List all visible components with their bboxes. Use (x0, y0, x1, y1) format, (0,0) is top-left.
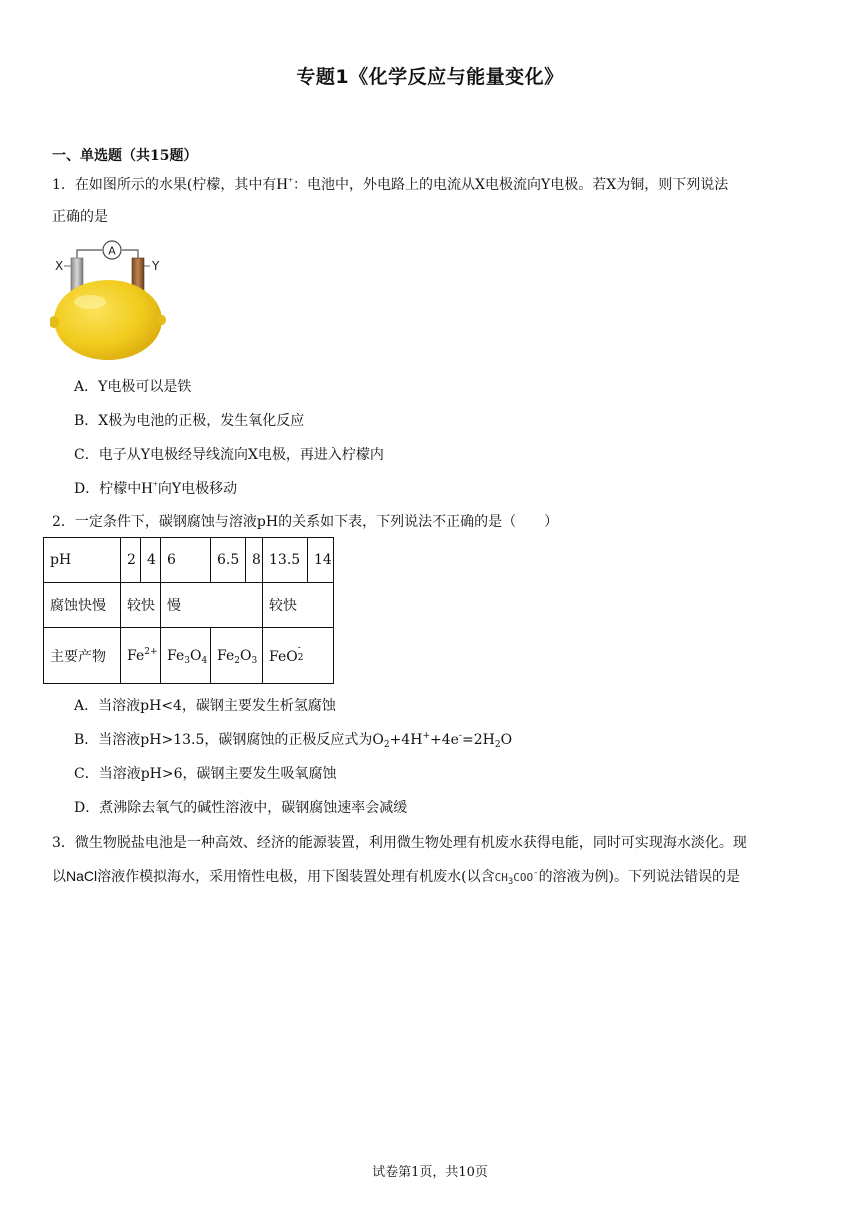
section-heading: 一、单选题（共15题） (52, 148, 198, 164)
table-cell: 4 (141, 538, 161, 583)
table-cell: 8 (246, 538, 263, 583)
question-number: 3． (52, 835, 75, 851)
hydrogen-ion: H+ (276, 175, 294, 193)
ph-corrosion-table (43, 537, 334, 684)
table-cell: 较快 (121, 583, 161, 628)
svg-text:Y: Y (152, 259, 160, 273)
hydrogen-ion: H+ (141, 479, 158, 497)
svg-text:A: A (108, 244, 116, 258)
table-cell: $Fe_2O_3$ (211, 628, 263, 684)
question-text: 微生物脱盐电池是一种高效、经济的能源装置，利用微生物处理有机废水获得电能，同时可实现海水淡化。现 (74, 835, 747, 851)
table-cell: 6 (161, 538, 211, 583)
option-1d: D．柠檬中H+向Y电极移动 (74, 479, 238, 497)
table-cell: FeO - 2 (263, 628, 334, 684)
table-cell: $Fe_3O_4$ (161, 628, 211, 684)
table-header-cell: pH (44, 538, 121, 583)
option-2b: B．当溶液pH>13.5，碳钢腐蚀的正极反应式为$O_2+4H^++4e^-=2H_2O$ (74, 731, 513, 750)
question-2-stem (52, 511, 558, 531)
option-1a: A．Y电极可以是铁 (74, 379, 192, 395)
table-cell: $Fe^{2+}$ (121, 628, 161, 684)
question-3-stem (52, 832, 747, 852)
question-number: 2． (52, 514, 75, 530)
table-row (44, 538, 334, 583)
question-text: ：电池中，外电路上的电流从X电极流向Y电极。若X为铜，则下列说法 (293, 177, 729, 193)
option-2a: A．当溶液pH<4，碳钢主要发生析氢腐蚀 (74, 698, 336, 714)
svg-text:X: X (55, 259, 64, 273)
page-footer: 试卷第1页，共10页 (372, 1165, 488, 1180)
option-1b: B．X极为电池的正极，发生氧化反应 (74, 413, 305, 429)
question-text: 一定条件下，碳钢腐蚀与溶液pH的关系如下表，下列说法不正确的是（ ） (74, 514, 559, 530)
table-row (44, 583, 334, 628)
nacl-formula: NaCl (66, 868, 98, 884)
question-number: 1． (52, 177, 75, 193)
table-cell: 较快 (263, 583, 334, 628)
lemon-icon (54, 280, 162, 360)
table-cell: 慢 (161, 583, 263, 628)
acetate-formula: $CH_3COO^-$ (494, 868, 539, 887)
option-2c: C．当溶液pH>6，碳钢主要发生吸氧腐蚀 (74, 766, 337, 782)
question-1-stem-line2: 正确的是 (52, 209, 108, 225)
lemon-battery-figure (50, 232, 175, 362)
option-2d: D．煮沸除去氧气的碱性溶液中，碳钢腐蚀速率会减缓 (74, 800, 408, 816)
question-3-stem-line2: 以NaCl溶液作模拟海水，采用惰性电极，用下图装置处理有机废水(以含$CH_3COO^-$的溶液为例)。下列说法错误的是 (52, 868, 741, 887)
question-text: 在如图所示的水果(柠檬，其中有 (74, 177, 277, 193)
table-cell: 14 (308, 538, 334, 583)
table-header-cell: 腐蚀快慢 (44, 583, 121, 628)
table-cell: 2 (121, 538, 141, 583)
table-header-cell: 主要产物 (44, 628, 121, 684)
table-cell: 6.5 (211, 538, 246, 583)
question-1-stem (52, 174, 728, 194)
table-cell: 13.5 (263, 538, 308, 583)
page-title: 专题1《化学反应与能量变化》 (296, 66, 564, 88)
table-row (44, 628, 334, 684)
option-1c: C．电子从Y电极经导线流向X电极，再进入柠檬内 (74, 447, 384, 463)
